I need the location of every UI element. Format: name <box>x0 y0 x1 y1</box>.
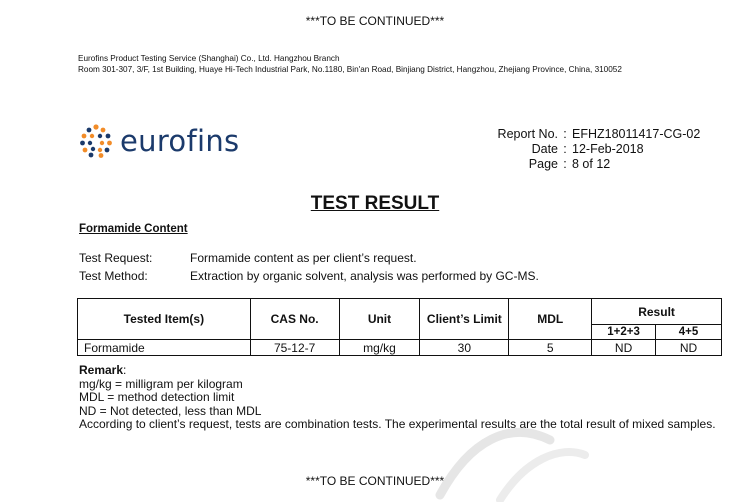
remark-heading <box>79 364 719 378</box>
report-no-value: EFHZ18011417-CG-02 <box>572 127 701 141</box>
page-value: 8 of 12 <box>572 157 611 171</box>
header-result-sub1: 1+2+3 <box>592 325 656 340</box>
report-no-label: Report No. <box>497 127 558 141</box>
date-value: 12-Feb-2018 <box>572 142 644 156</box>
cell-client-limit: 30 <box>420 340 509 356</box>
header-result-sub2: 4+5 <box>656 325 722 340</box>
eurofins-logo-dots-icon <box>80 124 112 158</box>
test-request-row <box>79 251 417 265</box>
date-label: Date <box>531 142 558 156</box>
cell-tested-item: Formamide <box>78 340 251 356</box>
separator: : <box>563 157 567 171</box>
header-unit: Unit <box>339 299 420 340</box>
eurofins-logo <box>80 124 239 158</box>
company-address: Room 301-307, 3/F, 1st Building, Huaye Hi-Tech Industrial Park, No.1180, Bin'an Road, Binjiang District, Hangzhou, Zhejiang Province, China, 310052 <box>78 65 622 74</box>
page-row <box>470 157 700 172</box>
test-method-value: Extraction by organic solvent, analysis was performed by GC-MS. <box>190 269 539 283</box>
header-cas-no: CAS No. <box>250 299 339 340</box>
cell-result1: ND <box>592 340 656 356</box>
remark-title: Remark <box>79 363 124 377</box>
page-label: Page <box>528 157 558 171</box>
section-title: Formamide Content <box>79 223 188 235</box>
continued-header: ***TO BE CONTINUED*** <box>305 14 445 28</box>
company-name: Eurofins Product Testing Service (Shanghai) Co., Ltd. Hangzhou Branch <box>78 54 340 63</box>
test-method-row <box>79 269 539 283</box>
cell-unit: mg/kg <box>339 340 420 356</box>
report-no-row <box>470 127 700 142</box>
header-client-limit: Client’s Limit <box>420 299 509 340</box>
header-tested-item: Tested Item(s) <box>78 299 251 340</box>
header-result: Result <box>592 299 722 325</box>
report-meta <box>470 127 700 172</box>
company-info <box>78 53 622 75</box>
continued-footer: ***TO BE CONTINUED*** <box>305 474 445 488</box>
remark-line: According to client’s request, tests are combination tests. The experimental results are the total result of mixed samples. <box>79 417 716 431</box>
test-method-label: Test Method: <box>79 269 148 283</box>
cell-mdl: 5 <box>509 340 592 356</box>
logo-wordmark: eurofins <box>120 124 240 158</box>
results-table <box>77 298 722 356</box>
remark-title-suffix: : <box>123 363 127 377</box>
separator: : <box>563 127 567 141</box>
cell-result2: ND <box>656 340 722 356</box>
page-title: TEST RESULT <box>310 193 440 214</box>
date-row <box>470 142 700 157</box>
remark-line: ND = Not detected, less than MDL <box>79 403 262 418</box>
test-request-value: Formamide content as per client’s request. <box>190 251 417 265</box>
remarks <box>79 364 719 432</box>
separator: : <box>563 142 567 156</box>
remark-line: MDL = method detection limit <box>79 390 235 404</box>
table-row <box>78 340 722 356</box>
cell-cas-no: 75-12-7 <box>250 340 339 356</box>
remark-line: mg/kg = milligram per kilogram <box>79 376 243 391</box>
test-request-label: Test Request: <box>79 251 153 265</box>
header-mdl: MDL <box>509 299 592 340</box>
